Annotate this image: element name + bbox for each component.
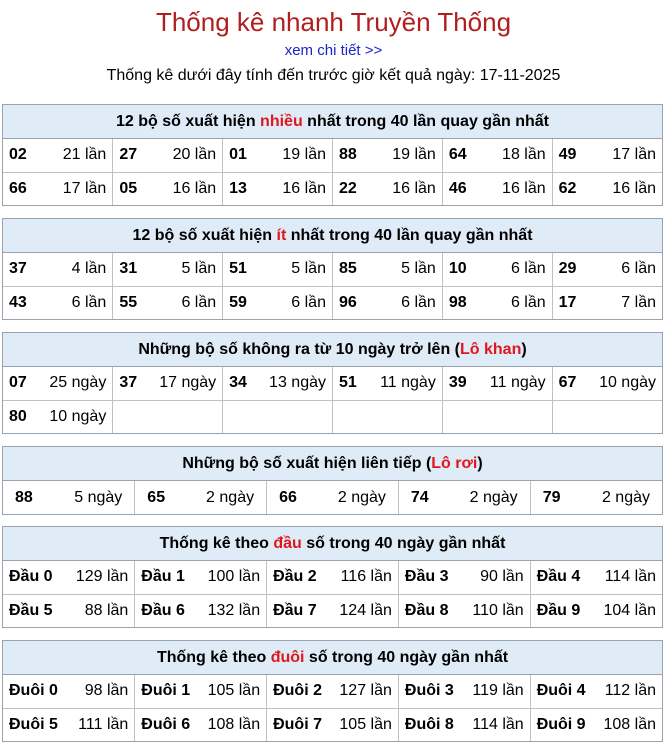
most-frequent-section <box>2 104 663 206</box>
table-cell: 13 16 lần <box>223 172 333 205</box>
table-cell: 46 16 lần <box>442 172 552 205</box>
most-frequent-table <box>3 139 662 205</box>
least-frequent-section <box>2 218 663 320</box>
table-cell: 88 5 ngày <box>3 481 135 514</box>
table-cell: 43 6 lần <box>3 286 113 319</box>
table-cell: 10 6 lần <box>442 253 552 286</box>
empty-cell <box>552 400 662 433</box>
table-cell: 37 4 lần <box>3 253 113 286</box>
table-cell: 01 19 lần <box>223 139 333 172</box>
table-cell: Đuôi 2 127 lần <box>267 675 399 708</box>
table-cell: 51 11 ngày <box>332 367 442 400</box>
table-cell: 29 6 lần <box>552 253 662 286</box>
section-header: Thống kê theo đuôi số trong 40 ngày gần nhất <box>3 641 662 675</box>
detail-link[interactable]: xem chi tiết >> <box>284 42 383 59</box>
table-cell: Đầu 6 132 lần <box>135 594 267 627</box>
table-cell: 67 10 ngày <box>552 367 662 400</box>
table-cell: Đầu 2 116 lần <box>267 561 399 594</box>
table-cell: Đuôi 9 108 lần <box>530 708 662 741</box>
table-cell: 96 6 lần <box>332 286 442 319</box>
table-cell: 55 6 lần <box>113 286 223 319</box>
table-row <box>3 481 662 514</box>
table-cell: 64 18 lần <box>442 139 552 172</box>
lo-roi-section <box>2 446 663 515</box>
table-cell: 62 16 lần <box>552 172 662 205</box>
table-cell: Đuôi 1 105 lần <box>135 675 267 708</box>
table-row <box>3 367 662 400</box>
section-header: Những bộ số xuất hiện liên tiếp (Lô rơi) <box>3 447 662 481</box>
table-cell: Đầu 1 100 lần <box>135 561 267 594</box>
page-title: Thống kê nhanh Truyền Thống <box>155 7 512 37</box>
duoi-table <box>3 675 662 741</box>
least-frequent-table <box>3 253 662 319</box>
lo-roi-table <box>3 481 662 514</box>
table-cell: Đầu 5 88 lần <box>3 594 135 627</box>
table-cell: 22 16 lần <box>332 172 442 205</box>
empty-cell <box>223 400 333 433</box>
section-header: 12 bộ số xuất hiện nhiều nhất trong 40 lần quay gần nhất <box>3 105 662 139</box>
table-row <box>3 594 662 627</box>
table-cell: 79 2 ngày <box>530 481 662 514</box>
table-cell: 65 2 ngày <box>135 481 267 514</box>
table-cell: 05 16 lần <box>113 172 223 205</box>
dau-section <box>2 526 663 628</box>
table-row <box>3 286 662 319</box>
table-cell: Đầu 4 114 lần <box>530 561 662 594</box>
table-cell: 59 6 lần <box>223 286 333 319</box>
table-cell: Đuôi 0 98 lần <box>3 675 135 708</box>
table-row <box>3 708 662 741</box>
table-cell: Đầu 0 129 lần <box>3 561 135 594</box>
table-row <box>3 253 662 286</box>
table-cell: 37 17 ngày <box>113 367 223 400</box>
table-cell: Đầu 7 124 lần <box>267 594 399 627</box>
table-cell: Đuôi 7 105 lần <box>267 708 399 741</box>
table-cell: Đầu 8 110 lần <box>398 594 530 627</box>
table-cell: 51 5 lần <box>223 253 333 286</box>
table-row <box>3 400 662 433</box>
table-cell: Đuôi 4 112 lần <box>530 675 662 708</box>
table-cell: Đuôi 8 114 lần <box>398 708 530 741</box>
section-header: Thống kê theo đầu số trong 40 ngày gần nhất <box>3 527 662 561</box>
table-cell: 66 2 ngày <box>267 481 399 514</box>
empty-cell <box>442 400 552 433</box>
table-cell: 34 13 ngày <box>223 367 333 400</box>
table-cell: 49 17 lần <box>552 139 662 172</box>
table-cell: 27 20 lần <box>113 139 223 172</box>
table-cell: 98 6 lần <box>442 286 552 319</box>
table-cell: 85 5 lần <box>332 253 442 286</box>
table-cell: 74 2 ngày <box>398 481 530 514</box>
table-row <box>3 675 662 708</box>
date-note: Thống kê dưới đây tính đến trước giờ kết quả ngày: 17-11-2025 <box>106 67 561 84</box>
table-cell: 80 10 ngày <box>3 400 113 433</box>
table-cell: 07 25 ngày <box>3 367 113 400</box>
table-cell: 17 7 lần <box>552 286 662 319</box>
table-row <box>3 139 662 172</box>
table-cell: 88 19 lần <box>332 139 442 172</box>
table-cell: Đuôi 3 119 lần <box>398 675 530 708</box>
table-cell: Đầu 3 90 lần <box>398 561 530 594</box>
table-row <box>3 172 662 205</box>
table-cell: Đầu 9 104 lần <box>530 594 662 627</box>
dau-table <box>3 561 662 627</box>
table-cell: 66 17 lần <box>3 172 113 205</box>
duoi-section <box>2 640 663 742</box>
table-cell: 31 5 lần <box>113 253 223 286</box>
table-cell: Đuôi 6 108 lần <box>135 708 267 741</box>
table-row <box>3 561 662 594</box>
table-cell: Đuôi 5 111 lần <box>3 708 135 741</box>
lo-khan-section <box>2 332 663 434</box>
empty-cell <box>113 400 223 433</box>
section-header: 12 bộ số xuất hiện ít nhất trong 40 lần quay gần nhất <box>3 219 662 253</box>
table-cell: 02 21 lần <box>3 139 113 172</box>
table-cell: 39 11 ngày <box>442 367 552 400</box>
lo-khan-table <box>3 367 662 433</box>
section-header: Những bộ số không ra từ 10 ngày trở lên (Lô khan) <box>3 333 662 367</box>
empty-cell <box>332 400 442 433</box>
